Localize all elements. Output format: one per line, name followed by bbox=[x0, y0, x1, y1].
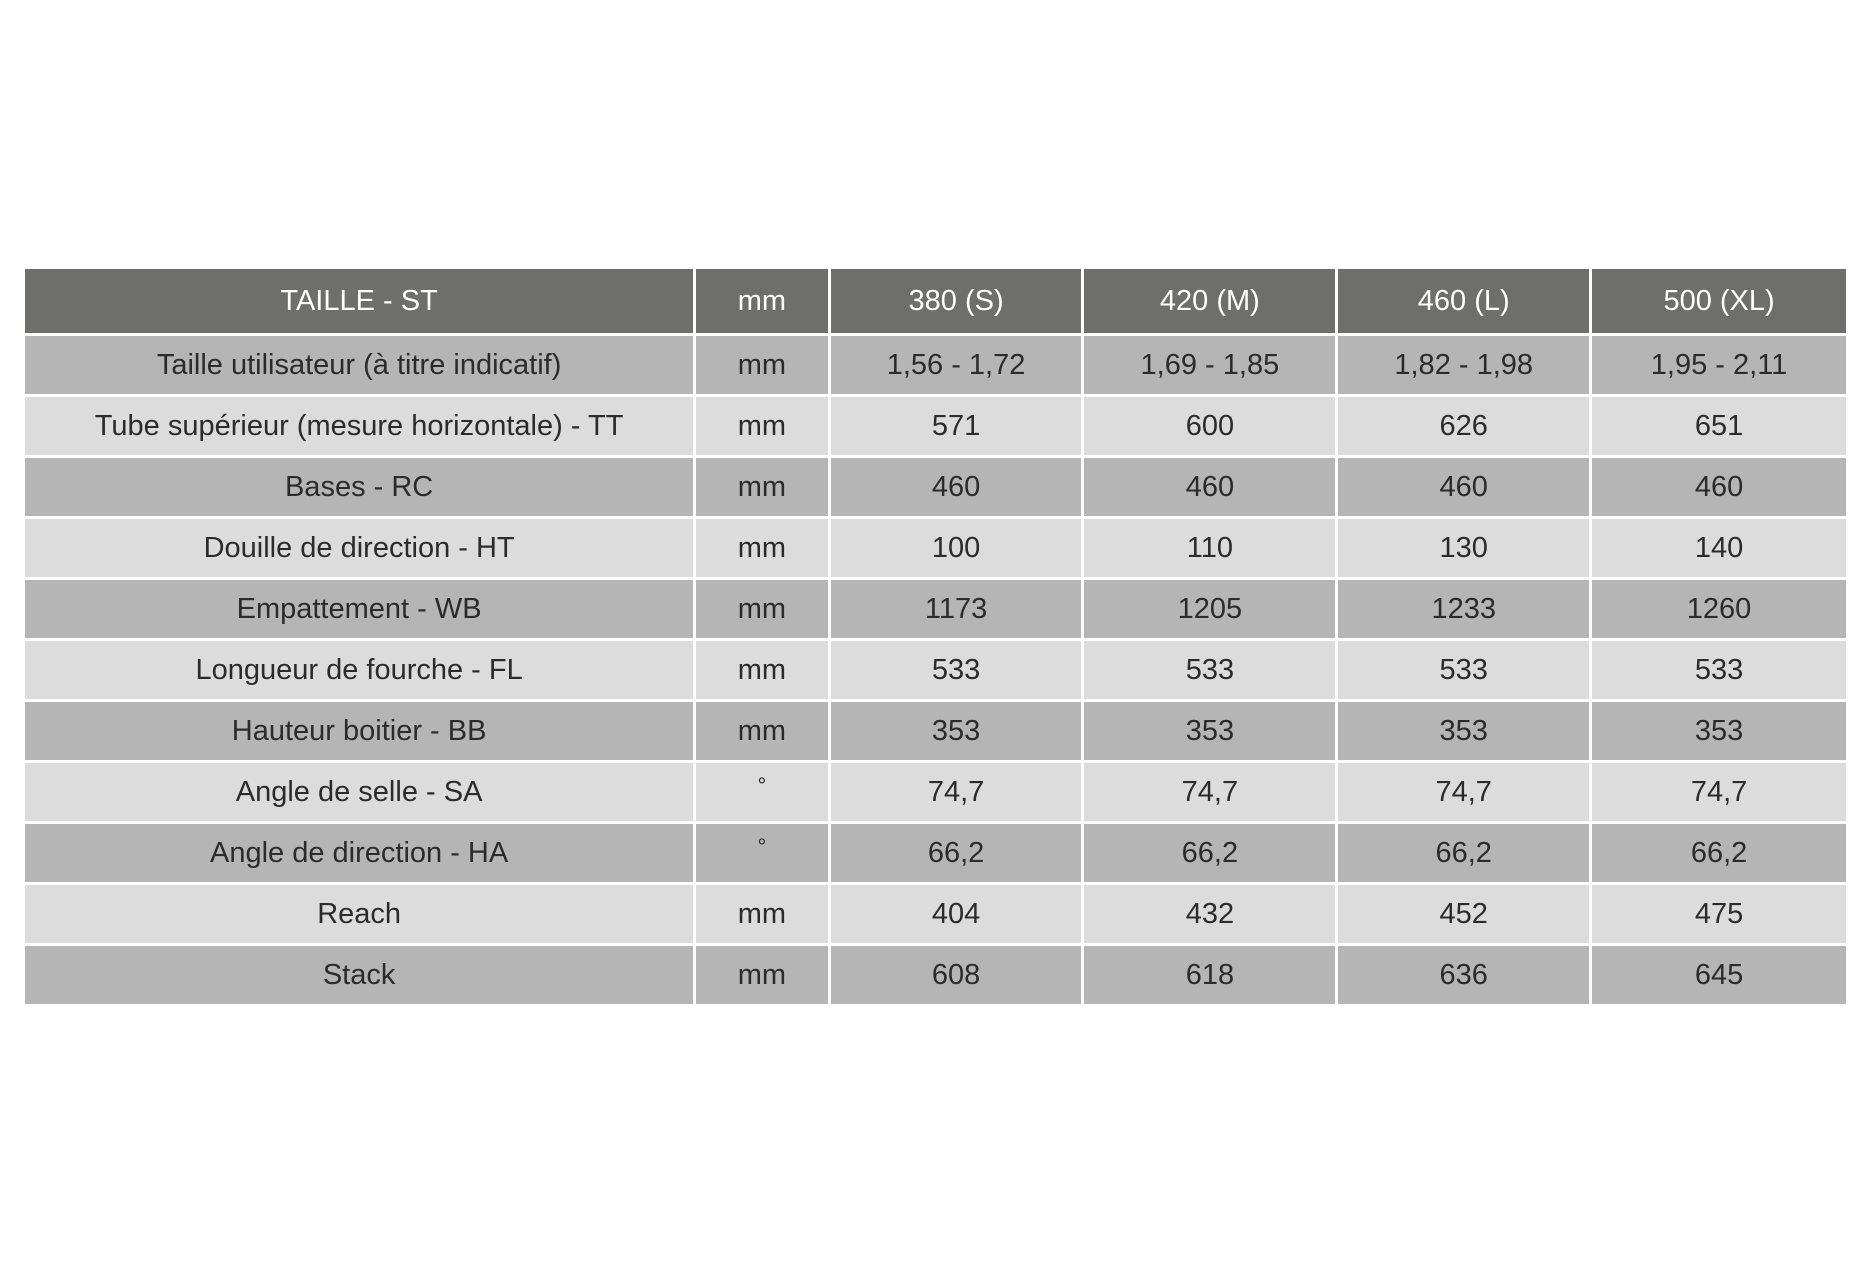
row-value: 460 bbox=[831, 458, 1085, 519]
row-value: 1,69 - 1,85 bbox=[1084, 336, 1338, 397]
table-row bbox=[25, 885, 1846, 946]
row-unit: mm bbox=[696, 580, 830, 641]
row-value: 475 bbox=[1592, 885, 1846, 946]
row-value: 74,7 bbox=[1338, 763, 1592, 824]
row-value: 74,7 bbox=[1592, 763, 1846, 824]
row-unit: mm bbox=[696, 885, 830, 946]
row-value: 452 bbox=[1338, 885, 1592, 946]
row-unit: mm bbox=[696, 946, 830, 1007]
table-body bbox=[25, 336, 1846, 1007]
row-value: 1,95 - 2,11 bbox=[1592, 336, 1846, 397]
header-row bbox=[25, 269, 1846, 336]
row-value: 130 bbox=[1338, 519, 1592, 580]
header-unit: mm bbox=[696, 269, 830, 336]
row-value: 636 bbox=[1338, 946, 1592, 1007]
row-value: 460 bbox=[1084, 458, 1338, 519]
row-label: Reach bbox=[25, 885, 696, 946]
header-size-xl: 500 (XL) bbox=[1592, 269, 1846, 336]
row-value: 353 bbox=[831, 702, 1085, 763]
row-value: 571 bbox=[831, 397, 1085, 458]
header-size-s: 380 (S) bbox=[831, 269, 1085, 336]
row-value: 353 bbox=[1592, 702, 1846, 763]
row-value: 1205 bbox=[1084, 580, 1338, 641]
row-value: 1,82 - 1,98 bbox=[1338, 336, 1592, 397]
row-value: 651 bbox=[1592, 397, 1846, 458]
degree-unit: ° bbox=[757, 833, 767, 859]
degree-unit: ° bbox=[757, 772, 767, 798]
row-value: 600 bbox=[1084, 397, 1338, 458]
row-unit bbox=[696, 763, 830, 824]
row-unit: mm bbox=[696, 641, 830, 702]
row-value: 404 bbox=[831, 885, 1085, 946]
row-unit bbox=[696, 824, 830, 885]
row-label: Bases - RC bbox=[25, 458, 696, 519]
row-label: Taille utilisateur (à titre indicatif) bbox=[25, 336, 696, 397]
table-row bbox=[25, 397, 1846, 458]
row-value: 353 bbox=[1338, 702, 1592, 763]
table-row bbox=[25, 458, 1846, 519]
row-value: 1,56 - 1,72 bbox=[831, 336, 1085, 397]
row-label: Angle de selle - SA bbox=[25, 763, 696, 824]
header-size-l: 460 (L) bbox=[1338, 269, 1592, 336]
table-row bbox=[25, 580, 1846, 641]
row-value: 74,7 bbox=[1084, 763, 1338, 824]
row-value: 1260 bbox=[1592, 580, 1846, 641]
table-row bbox=[25, 946, 1846, 1007]
row-label: Empattement - WB bbox=[25, 580, 696, 641]
row-value: 66,2 bbox=[831, 824, 1085, 885]
row-label: Douille de direction - HT bbox=[25, 519, 696, 580]
row-value: 100 bbox=[831, 519, 1085, 580]
table-row bbox=[25, 824, 1846, 885]
row-unit: mm bbox=[696, 397, 830, 458]
row-value: 353 bbox=[1084, 702, 1338, 763]
row-value: 645 bbox=[1592, 946, 1846, 1007]
row-label: Tube supérieur (mesure horizontale) - TT bbox=[25, 397, 696, 458]
row-unit: mm bbox=[696, 336, 830, 397]
row-value: 66,2 bbox=[1338, 824, 1592, 885]
row-unit: mm bbox=[696, 458, 830, 519]
row-unit: mm bbox=[696, 519, 830, 580]
table-row bbox=[25, 519, 1846, 580]
header-size-m: 420 (M) bbox=[1084, 269, 1338, 336]
row-value: 533 bbox=[831, 641, 1085, 702]
table-row bbox=[25, 336, 1846, 397]
table-row bbox=[25, 641, 1846, 702]
row-unit: mm bbox=[696, 702, 830, 763]
row-value: 533 bbox=[1338, 641, 1592, 702]
header-size-label: TAILLE - ST bbox=[25, 269, 696, 336]
row-value: 66,2 bbox=[1592, 824, 1846, 885]
row-value: 626 bbox=[1338, 397, 1592, 458]
row-value: 460 bbox=[1592, 458, 1846, 519]
row-label: Hauteur boitier - BB bbox=[25, 702, 696, 763]
row-value: 140 bbox=[1592, 519, 1846, 580]
row-value: 74,7 bbox=[831, 763, 1085, 824]
geometry-table bbox=[25, 269, 1846, 1007]
row-value: 66,2 bbox=[1084, 824, 1338, 885]
row-value: 110 bbox=[1084, 519, 1338, 580]
row-value: 1173 bbox=[831, 580, 1085, 641]
row-value: 618 bbox=[1084, 946, 1338, 1007]
row-value: 608 bbox=[831, 946, 1085, 1007]
row-value: 533 bbox=[1592, 641, 1846, 702]
table-row bbox=[25, 763, 1846, 824]
row-value: 460 bbox=[1338, 458, 1592, 519]
table-row bbox=[25, 702, 1846, 763]
row-label: Longueur de fourche - FL bbox=[25, 641, 696, 702]
row-label: Angle de direction - HA bbox=[25, 824, 696, 885]
row-value: 432 bbox=[1084, 885, 1338, 946]
row-value: 1233 bbox=[1338, 580, 1592, 641]
row-value: 533 bbox=[1084, 641, 1338, 702]
row-label: Stack bbox=[25, 946, 696, 1007]
